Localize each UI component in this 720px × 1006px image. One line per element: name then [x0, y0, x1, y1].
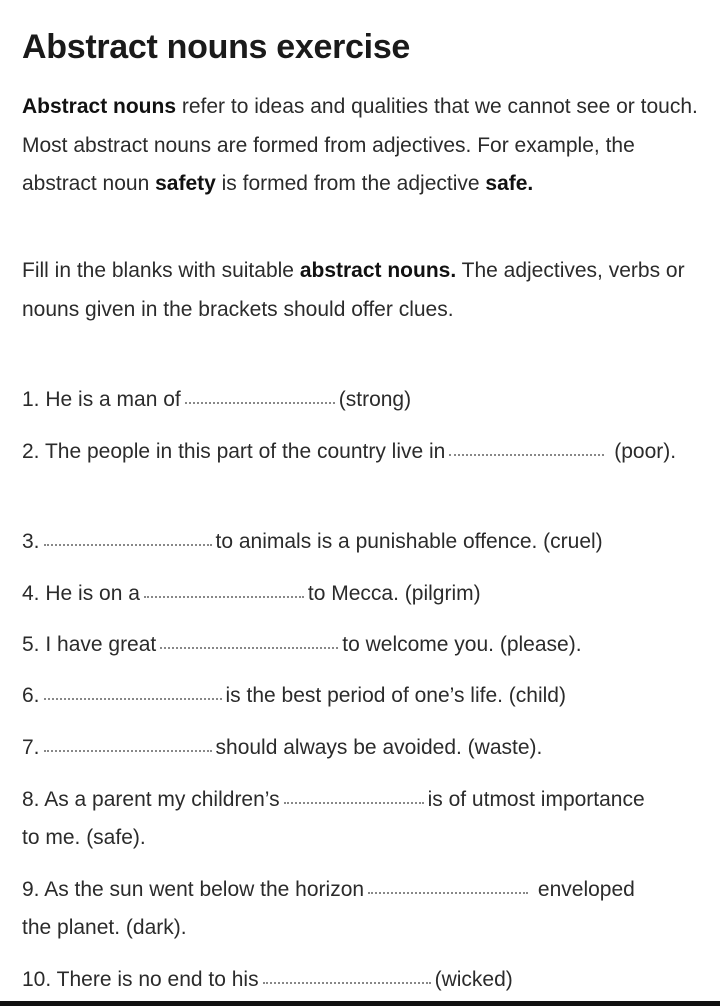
question-1-after: (strong) — [338, 388, 412, 411]
answer-blank-5[interactable] — [160, 646, 338, 649]
answer-blank-7[interactable] — [44, 749, 212, 752]
intro-text-2: is formed from the adjective — [215, 172, 486, 195]
question-4-after: to Mecca. (pilgrim) — [307, 582, 481, 605]
question-4-before: 4. He is on a — [22, 582, 140, 605]
question-1 — [22, 381, 717, 419]
question-9 — [22, 871, 662, 947]
answer-blank-4[interactable] — [144, 595, 304, 598]
intro-example-noun: safety — [155, 172, 216, 195]
question-6-after: is the best period of one’s life. (child) — [225, 684, 566, 707]
answer-blank-1[interactable] — [185, 401, 335, 404]
question-1-before: 1. He is a man of — [22, 388, 181, 411]
answer-blank-2[interactable] — [449, 453, 604, 456]
question-10-before: 10. There is no end to his — [22, 968, 259, 991]
question-2-before: 2. The people in this part of the country live in — [22, 440, 446, 463]
question-6-before: 6. — [22, 684, 40, 707]
question-2-after: (poor). — [614, 440, 677, 463]
answer-blank-8[interactable] — [284, 801, 424, 804]
intro-paragraph — [22, 88, 712, 204]
instructions-term: abstract nouns. — [299, 259, 457, 282]
question-7-after: should always be avoided. (waste). — [215, 736, 543, 759]
question-3-after: to animals is a punishable offence. (cruel) — [215, 530, 603, 553]
intro-example-adj: safe. — [485, 172, 534, 195]
answer-blank-6[interactable] — [44, 697, 222, 700]
question-10-after: (wicked) — [434, 968, 513, 991]
bottom-border — [0, 1001, 720, 1006]
question-9-before: 9. As the sun went below the horizon — [22, 878, 365, 901]
answer-blank-10[interactable] — [263, 981, 431, 984]
answer-blank-9[interactable] — [368, 891, 528, 894]
question-5-after: to welcome you. (please). — [342, 633, 582, 656]
question-7-before: 7. — [22, 736, 40, 759]
question-9-after: enveloped the planet. (dark). — [22, 878, 635, 939]
intro-text-1: refer to ideas and qualities that we cannot see or touch. Most abstract nouns are formed from adjectives. For example, the abstract noun — [22, 95, 698, 195]
question-5 — [22, 626, 717, 664]
intro-term: Abstract nouns — [22, 95, 177, 118]
instructions-paragraph — [22, 252, 712, 329]
instructions-text-1: Fill in the blanks with suitable — [22, 259, 300, 282]
question-5-before: 5. I have great — [22, 633, 157, 656]
question-6 — [22, 677, 717, 715]
question-3 — [22, 523, 717, 561]
question-10 — [22, 961, 717, 999]
question-8-after: is of utmost importance to me. (safe). — [22, 788, 645, 849]
question-8 — [22, 781, 662, 857]
question-7 — [22, 729, 717, 767]
instructions-text-2: The adjectives, verbs or nouns given in the brackets should offer clues. — [22, 259, 685, 321]
question-3-before: 3. — [22, 530, 40, 553]
question-2 — [22, 433, 720, 471]
question-8-before: 8. As a parent my children’s — [22, 788, 280, 811]
page-title: Abstract nouns exercise — [22, 28, 411, 66]
question-4 — [22, 575, 717, 613]
answer-blank-3[interactable] — [44, 543, 212, 546]
